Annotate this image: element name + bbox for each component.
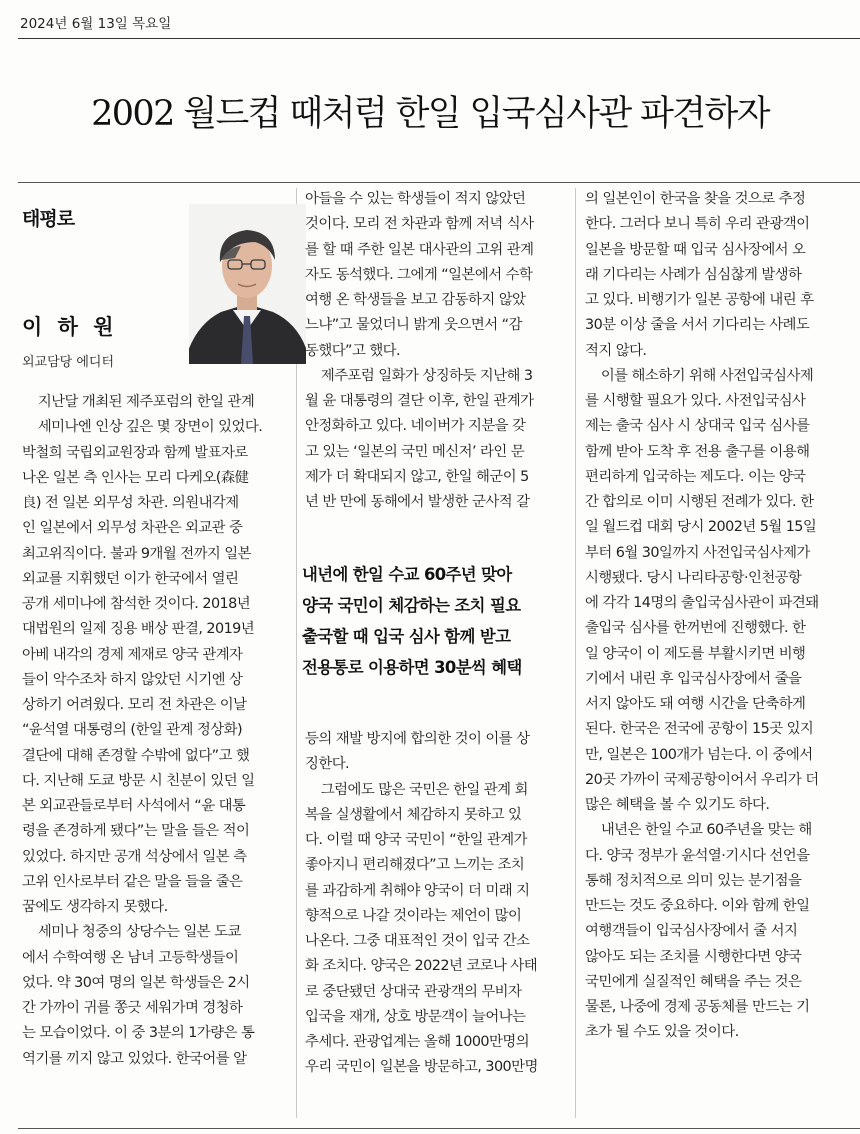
text-line: 좋아지니 편리해졌다”고 느끼는 조치 (305, 857, 525, 874)
column-3 (585, 187, 857, 1046)
text-line: 향적으로 나갈 것이라는 제언이 많이 (305, 907, 522, 924)
text-line: 서지 않아도 돼 여행 시간을 단축하게 (585, 696, 806, 712)
pull-quote-line: 출국할 때 입국 심사 함께 받고 (302, 627, 511, 646)
text-line: 징한다. (305, 756, 350, 773)
column-name: 태평로 (22, 208, 75, 230)
text-line: 시행됐다. 당시 나리타공항·인천공항 (585, 569, 802, 586)
article-paragraph (585, 364, 857, 819)
text-line: 만, 일본은 100개가 넘는다. 이 중에서 (585, 746, 813, 763)
text-line: 우리 국민이 일본을 방문하고, 300만명 (305, 1059, 538, 1076)
text-line: 동했다”고 했다. (305, 342, 401, 359)
text-line: 良) 전 일본 외무성 차관. 의원내각제 (22, 495, 239, 511)
text-line: 들이 악수조차 하지 않았던 시기엔 상 (22, 671, 243, 688)
text-line: 만드는 것도 중요하다. 이와 함께 한일 (585, 898, 810, 914)
text-line: 역기를 끼지 않고 있었다. 한국어를 알 (22, 1050, 247, 1067)
article-paragraph (305, 364, 573, 516)
text-line: 편리하게 입국하는 제도다. 이는 양국 (585, 468, 806, 485)
author-title: 외교담당 에디터 (22, 355, 115, 370)
text-line: 령을 존경하게 됐다”는 말을 들은 적이 (22, 823, 250, 840)
text-line: 를 할 때 주한 일본 대사관의 고위 관계 (305, 241, 534, 258)
text-line: 박철희 국립외교원장과 함께 발표자로 (22, 444, 248, 461)
text-line: 자도 동석했다. 그에게 “일본에서 수학 (305, 266, 533, 283)
article-paragraph-cont (22, 441, 290, 921)
text-line: 월 윤 대통령의 결단 이후, 한일 관계가 (305, 393, 534, 409)
pull-quote-line: 양국 국민이 체감하는 조치 필요 (302, 596, 521, 615)
text-line: 공개 세미나에 참석한 것이다. 2018년 (22, 596, 251, 612)
text-line: 었다. 약 30여 명의 일본 학생들은 2시 (22, 974, 250, 991)
headline: 2002 월드컵 때처럼 한일 입국심사관 파견하자 (91, 94, 769, 134)
text-line: 외교를 지휘했던 이가 한국에서 열린 (22, 570, 239, 587)
issue-date: 2024년 6월 13일 목요일 (20, 16, 172, 32)
text-line: 인 일본에서 외무성 차관은 외교관 중 (22, 520, 243, 537)
text-line: 있었다. 하지만 공개 석상에서 일본 측 (22, 848, 247, 865)
text-line: 아들을 수 있는 학생들이 적지 않았던 (305, 191, 526, 207)
article-paragraph (22, 920, 290, 1072)
text-line: 여행객들이 입국심사장에서 줄 서지 (585, 923, 798, 940)
text-line: 통해 정치적으로 의미 있는 분기점을 (585, 872, 802, 889)
text-line: 것이다. 모리 전 차관과 함께 저녁 식사 (305, 216, 534, 233)
text-line: 된다. 한국은 전국에 공항이 15곳 있지 (585, 721, 814, 738)
text-line: 화 조치다. 양국은 2022년 코로나 사태 (305, 958, 538, 975)
footer-rule (18, 1128, 860, 1129)
text-line: 꿈에도 생각하지 못했다. (22, 899, 168, 915)
text-line: 내년은 한일 수교 60주년을 맞는 해 (600, 822, 812, 839)
headline-rule (18, 182, 860, 183)
text-line: 결단에 대해 존경할 수밖에 없다”고 했 (22, 747, 250, 764)
text-line: 나온다. 그중 대표적인 것이 입국 간소 (305, 933, 530, 949)
text-line: 고위 인사로부터 같은 말을 들을 줄은 (22, 873, 243, 890)
text-line: 일 양국이 이 제도를 부활시키면 비행 (585, 645, 806, 662)
text-line: 20곳 가까이 국제공항이어서 우리가 더 (585, 771, 819, 788)
text-line: 대법원의 일제 징용 배상 판결, 2019년 (22, 621, 255, 638)
text-line: 30분 이상 줄을 서서 기다리는 사례도 (585, 317, 810, 334)
text-line: 함께 받아 도착 후 전용 출구를 이용해 (585, 443, 810, 460)
article-paragraph (585, 818, 857, 1045)
text-line: 여행 온 학생들을 보고 감동하지 않았 (305, 292, 526, 308)
text-line: 세미나 청중의 상당수는 일본 도쿄 (37, 924, 241, 941)
text-line: 복을 실생활에서 체감하지 못하고 있 (305, 806, 522, 823)
text-line: 다. 지난해 도쿄 방문 시 친분이 있던 일 (22, 772, 255, 789)
text-line: 고 있는 ‘일본의 국민 메신저’ 라인 문 (305, 443, 525, 460)
text-line: 등의 재발 방지에 합의한 것이 이를 상 (305, 731, 530, 747)
text-line: 간 합의로 이미 시행된 전례가 있다. 한 (585, 494, 814, 510)
text-line: 적지 않다. (585, 342, 647, 359)
text-line: 다. 양국 정부가 윤석열·기시다 선언을 (585, 847, 810, 864)
article-paragraph (22, 390, 290, 441)
text-line: 다. 이럴 때 양국 국민이 “한일 관계가 (305, 832, 527, 848)
text-line: 일 월드컵 대회 당시 2002년 5월 15일 (585, 519, 817, 536)
byline-box (22, 204, 290, 386)
text-line: 제는 출국 심사 시 상대국 입국 심사를 (585, 418, 810, 435)
author-portrait (189, 204, 306, 364)
text-line: 일본을 방문할 때 입국 심사장에서 오 (585, 241, 806, 258)
text-line: 느냐”고 물었더니 밝게 웃으면서 “감 (305, 317, 522, 334)
text-line: 부터 6월 30일까지 사전입국심사제가 (585, 544, 810, 561)
column-2 (302, 187, 573, 1076)
text-line: 로 중단됐던 상대국 관광객의 무비자 (305, 983, 522, 1000)
author-name: 이 하 원 (22, 314, 118, 339)
text-line: 입국을 재개, 상호 방문객이 늘어나는 (305, 1008, 526, 1025)
pull-quote (302, 559, 582, 683)
text-line: 간 가까이 귀를 쫑긋 세워가며 경청하 (22, 1000, 243, 1016)
text-line: 를 시행할 필요가 있다. 사전입국심사 (585, 393, 806, 409)
text-line: 지난달 개최된 제주포럼의 한일 관계 (37, 394, 255, 410)
text-line: 의 일본인이 한국을 찾을 것으로 추정 (585, 191, 806, 207)
text-line: 안정화하고 있다. 네이버가 지분을 갖 (305, 418, 526, 435)
text-line: 제가 더 확대되지 않고, 한일 해군이 5 (305, 468, 529, 485)
article-paragraph (305, 187, 573, 364)
author-photo (189, 204, 306, 364)
text-line: 국민에게 실질적인 혜택을 주는 것은 (585, 973, 802, 990)
pull-quote-line: 전용통로 이용하면 30분씩 혜택 (302, 658, 522, 677)
text-line: 추세다. 관광업계는 올해 1000만명의 (305, 1034, 530, 1050)
page-header (18, 8, 860, 39)
article-paragraph (305, 727, 538, 1081)
text-line: 래 기다리는 사례가 심심찮게 발생하 (585, 266, 802, 283)
text-line: 에 각각 14명의 출입국심사관이 파견돼 (585, 595, 819, 611)
article-paragraph (585, 187, 857, 364)
text-line: 기에서 내린 후 입국심사장에서 줄을 (585, 670, 802, 687)
text-line: 많은 혜택을 볼 수 있기도 하다. (585, 797, 770, 813)
text-line: 물론, 나중에 경제 공동체를 만드는 기 (585, 999, 810, 1015)
text-line: 초가 될 수도 있을 것이다. (585, 1024, 739, 1041)
text-line: 에서 수학여행 온 남녀 고등학생들이 (22, 949, 239, 966)
text-line: 나온 일본 측 인사는 모리 다케오(森健 (22, 469, 249, 486)
text-line: 상하기 어려웠다. 모리 전 차관은 이날 (22, 697, 247, 713)
text-line: “윤석열 대통령의 (한일 관계 정상화) (22, 722, 243, 739)
pull-quote-line: 내년에 한일 수교 60주년 맞아 (302, 565, 512, 584)
text-line: 는 모습이었다. 이 중 3분의 1가량은 통 (22, 1025, 255, 1042)
text-line: 출입국 심사를 한꺼번에 진행했다. 한 (585, 620, 806, 637)
text-line: 한다. 그러다 보니 특히 우리 관광객이 (585, 216, 810, 233)
column-1 (22, 190, 290, 1072)
text-line: 최고위직이다. 불과 9개월 전까지 일본 (22, 545, 251, 562)
text-line: 본 외교관들로부터 사석에서 “윤 대통 (22, 798, 246, 814)
text-line: 않아도 되는 조치를 시행한다면 양국 (585, 948, 802, 965)
text-line: 그럼에도 많은 국민은 한일 관계 회 (320, 781, 528, 798)
text-line: 고 있다. 비행기가 일본 공항에 내린 후 (585, 292, 814, 308)
text-line: 년 반 만에 동해에서 발생한 군사적 갈 (305, 494, 530, 510)
text-line: 이를 해소하기 위해 사전입국심사제 (600, 367, 814, 384)
text-line: 아베 내각의 경제 제재로 양국 관계자 (22, 646, 243, 663)
text-line: 제주포럼 일화가 상징하듯 지난해 3 (320, 367, 533, 384)
text-line: 를 과감하게 취해야 양국이 더 미래 지 (305, 882, 530, 899)
text-line: 세미나엔 인상 깊은 몇 장면이 있었다. (37, 419, 263, 436)
